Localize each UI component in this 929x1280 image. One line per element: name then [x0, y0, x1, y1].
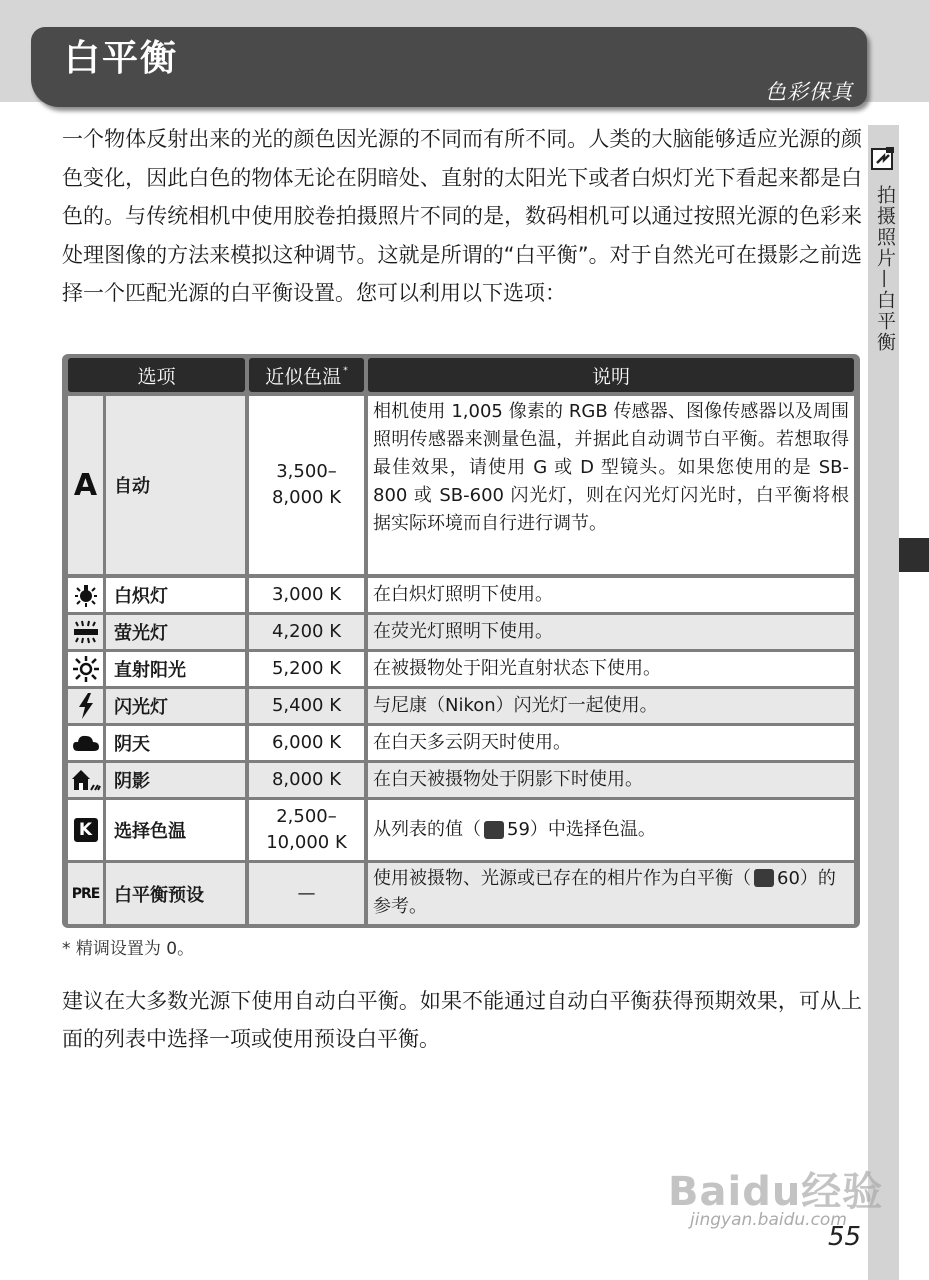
table-row-preset-temp: — — [249, 863, 364, 924]
table-row-cloudy-name: 阴天 — [106, 726, 245, 760]
table-row-auto-name: 自动 — [106, 396, 245, 574]
table-row-fluorescent-temp: 4,200 K — [249, 615, 364, 649]
table-row-preset-icon — [68, 863, 103, 924]
watermark-logo: Baidu经验 — [668, 1169, 884, 1215]
table-row-cloudy-desc: 在白天多云阴天时使用。 — [368, 726, 854, 760]
table-row-kelvin-temp — [249, 800, 364, 860]
table-row-fluorescent-icon — [68, 615, 103, 649]
table-row-flash-name: 闪光灯 — [106, 689, 245, 723]
flash-icon — [76, 692, 96, 720]
table-row-shade-temp: 8,000 K — [249, 763, 364, 797]
camera-shoot-icon — [871, 146, 895, 172]
kelvin-icon: K — [74, 818, 98, 842]
table-row-incandescent-icon — [68, 578, 103, 612]
table-row-fluorescent-desc: 在荧光灯照明下使用。 — [368, 615, 854, 649]
incandescent-icon — [73, 582, 99, 608]
preset-icon: PRE — [71, 885, 100, 902]
outro-paragraph: 建议在大多数光源下使用自动白平衡。如果不能通过自动白平衡获得预期效果，可从上面的列表中选择一项或使用预设白平衡。 — [62, 989, 862, 1051]
header-temp — [249, 358, 364, 392]
table-row-sun-desc: 在被摄物处于阳光直射状态下使用。 — [368, 652, 854, 686]
header-temp-mark: * — [343, 366, 348, 376]
temp-range-end: 8,000 K — [271, 487, 342, 508]
desc-text: 使用被摄物、光源或已存在的相片作为白平衡（ — [373, 868, 751, 889]
page-ref-number: 60 — [777, 868, 800, 889]
page-number: 55 — [828, 1222, 862, 1252]
table-row-sun-temp: 5,200 K — [249, 652, 364, 686]
table-footnote: * 精调设置为 0。 — [62, 939, 195, 959]
table-row-kelvin-name: 选择色温 — [106, 800, 245, 860]
table-row-incandescent-desc: 在白炽灯照明下使用。 — [368, 578, 854, 612]
page-ref-icon — [754, 869, 774, 887]
fluorescent-icon — [72, 620, 100, 644]
desc-text-end: ）的参考。 — [373, 868, 836, 917]
page-title: 白平衡 — [64, 38, 179, 79]
page-ref-number: 59 — [507, 819, 530, 840]
desc-text: 从列表的值（ — [373, 819, 481, 840]
table-row-cloudy-icon — [68, 726, 103, 760]
header-desc: 说明 — [368, 358, 854, 392]
sun-icon — [72, 655, 100, 683]
table-row-sun-icon — [68, 652, 103, 686]
side-tab-label: 拍摄照片—白平衡 — [874, 185, 896, 353]
desc-text-end: ）中选择色温。 — [529, 819, 656, 840]
table-row-kelvin-desc — [368, 800, 854, 860]
watermark-url: jingyan.baidu.com — [690, 1210, 847, 1230]
intro-paragraph: 一个物体反射出来的光的颜色因光源的不同而有所不同。人类的大脑能够适应光源的颜色变化，因此白色的物体无论在阴暗处、直射的太阳光下或者白炽灯光下看起来都是白色的。与传统相机中使用胶卷拍摄照片不同的是，数码相机可以通过按照光源的色彩来处理图像的方法来模拟这种调节。这就是所谓的“白平衡”。对于自然光可在摄影之前选择一个匹配光源的白平衡设置。您可以利用以下选项： — [62, 127, 862, 306]
table-row-shade-icon — [68, 763, 103, 797]
table-row-flash-desc: 与尼康（Nikon）闪光灯一起使用。 — [368, 689, 854, 723]
table-row-fluorescent-name: 萤光灯 — [106, 615, 245, 649]
table-row-incandescent-name: 白炽灯 — [106, 578, 245, 612]
temp-range-end: 10,000 K — [266, 832, 347, 853]
table-row-sun-name: 直射阳光 — [106, 652, 245, 686]
table-row-preset-name: 白平衡预设 — [106, 863, 245, 924]
header-temp-label: 近似色温 — [265, 365, 342, 388]
section-marker — [899, 538, 929, 572]
table-row-cloudy-temp: 6,000 K — [249, 726, 364, 760]
table-row-preset-desc — [368, 863, 854, 924]
table-row-incandescent-temp: 3,000 K — [249, 578, 364, 612]
table-row-auto-icon — [68, 396, 103, 574]
table-row-flash-icon — [68, 689, 103, 723]
shade-icon — [71, 768, 101, 792]
header-option: 选项 — [68, 358, 245, 392]
temp-range-start: 3,500– — [276, 461, 337, 482]
table-row-shade-desc: 在白天被摄物处于阴影下时使用。 — [368, 763, 854, 797]
temp-range-start: 2,500– — [276, 806, 337, 827]
table-row-flash-temp: 5,400 K — [249, 689, 364, 723]
auto-icon: A — [73, 467, 98, 503]
page-subtitle: 色彩保真 — [765, 80, 853, 104]
table-row-auto-desc: 相机使用 1,005 像素的 RGB 传感器、图像传感器以及周围照明传感器来测量色温，并据此自动调节白平衡。若想取得最佳效果，请使用 G 或 D 型镜头。如果您使用的是 SB-800 或 SB-600 闪光灯，则在闪光灯闪光时，白平衡将根据实际环境而自行进行调节。 — [368, 396, 854, 574]
table-row-auto-temp — [249, 396, 364, 574]
table-row-kelvin-icon — [68, 800, 103, 860]
page-ref-icon — [484, 821, 504, 839]
table-row-shade-name: 阴影 — [106, 763, 245, 797]
cloudy-icon — [72, 733, 100, 753]
